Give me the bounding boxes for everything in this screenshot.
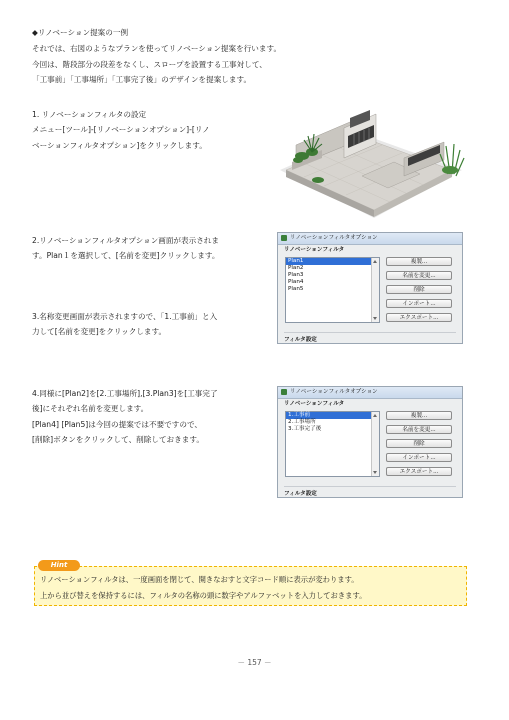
step3-section — [32, 312, 217, 343]
app-icon — [281, 235, 287, 241]
step1-section — [32, 110, 210, 156]
step4-line-4: [削除]ボタンをクリックして、削除しておきます。 — [32, 435, 204, 445]
step2-section — [32, 236, 219, 267]
step2-line-1: 2.リノベーションフィルタオプション画面が表示されま — [32, 236, 219, 245]
step1-line-1: メニュー[ツール]-[リノベーションオプション]-[リノ — [32, 125, 210, 135]
delete-button[interactable]: 削除 — [386, 439, 452, 448]
export-button[interactable]: エクスポート... — [386, 467, 452, 476]
step2-line-2: す。Plan１を選択して、[名前を変更]クリックします。 — [32, 251, 220, 261]
step1-heading: 1. リノベーションフィルタの設定 — [32, 110, 147, 119]
group-label: リノベーションフィルタ — [284, 247, 345, 253]
import-button[interactable]: インポート... — [386, 453, 452, 462]
hint-badge — [38, 560, 80, 571]
scroll-up-icon[interactable] — [373, 414, 377, 417]
list-scrollbar[interactable] — [371, 258, 379, 322]
hint-badge-label: Hint — [50, 561, 68, 569]
list-item[interactable]: Plan5 — [288, 286, 304, 292]
list-item[interactable]: 2.工事場所 — [288, 419, 316, 425]
step4-line-2: 後]にそれぞれ名前を変更します。 — [32, 404, 149, 414]
intro-title: ◆リノベーション提案の一例 — [32, 28, 129, 37]
list-item[interactable]: 1.工事前 — [286, 412, 379, 419]
step3-line-2: 力して[名前を変更]をクリックします。 — [32, 327, 167, 337]
filter-options-dialog-after — [277, 386, 463, 498]
delete-button[interactable]: 削除 — [386, 285, 452, 294]
list-scrollbar[interactable] — [371, 412, 379, 476]
dialog-titlebar — [278, 233, 462, 245]
house-illustration — [274, 100, 466, 222]
import-button[interactable]: インポート... — [386, 299, 452, 308]
hint-text — [40, 575, 366, 607]
group-label: リノベーションフィルタ — [284, 401, 345, 407]
divider — [284, 332, 456, 333]
app-icon — [281, 389, 287, 395]
step3-line-1: 3.名称変更画面が表示されますので、「1.工事前」と入 — [32, 312, 218, 321]
export-button[interactable]: エクスポート... — [386, 313, 452, 322]
duplicate-button[interactable]: 複製... — [386, 411, 452, 420]
step4-line-3: [Plan4] [Plan5]は今回の提案では不要ですので、 — [32, 419, 202, 429]
duplicate-button[interactable]: 複製... — [386, 257, 452, 266]
list-item[interactable]: Plan3 — [288, 272, 304, 278]
intro-line-1: それでは、右図のようなプランを使ってリノベーション提案を行います。 — [32, 44, 282, 54]
filter-settings-label: フィルタ設定 — [284, 491, 317, 497]
step4-line-1: 4.同様に[Plan2]を[2.工事場所],[3.Plan3]を[工事完了 — [32, 389, 218, 398]
intro-section — [32, 28, 281, 91]
intro-line-3: 「工事前」「工事場所」「工事完了後」のデザインを提案します。 — [32, 75, 252, 85]
scroll-down-icon[interactable] — [373, 317, 377, 320]
divider — [284, 486, 456, 487]
rename-button[interactable]: 名前を変更... — [386, 425, 452, 434]
filter-listbox[interactable] — [285, 411, 380, 477]
dialog-title: リノベーションフィルタオプション — [290, 234, 378, 241]
list-item[interactable]: Plan2 — [288, 265, 304, 271]
step1-line-2: ベーションフィルタオプション]をクリックします。 — [32, 140, 207, 150]
step4-section — [32, 389, 218, 451]
list-item[interactable]: Plan1 — [286, 258, 379, 265]
list-item[interactable]: Plan4 — [288, 279, 304, 285]
hint-line-2: 上から並び替えを保持するには、フィルタの名称の頭に数字やアルファベットを入力しておきます。 — [40, 590, 367, 600]
page-number: － 157 － — [237, 658, 272, 667]
filter-settings-label: フィルタ設定 — [284, 337, 317, 343]
filter-listbox[interactable] — [285, 257, 380, 323]
rename-button[interactable]: 名前を変更... — [386, 271, 452, 280]
list-item[interactable]: 3.工事完了後 — [288, 426, 322, 432]
filter-options-dialog-before — [277, 232, 463, 344]
dialog-title: リノベーションフィルタオプション — [290, 388, 378, 395]
scroll-down-icon[interactable] — [373, 471, 377, 474]
hint-line-1: リノベーションフィルタは、一度画面を閉じて、開きなおすと文字コード順に表示が変わります。 — [40, 575, 359, 584]
dialog-titlebar — [278, 387, 462, 399]
intro-line-2: 今回は、階段部分の段差をなくし、スロープを設置する工事対して、 — [32, 59, 267, 69]
scroll-up-icon[interactable] — [373, 260, 377, 263]
